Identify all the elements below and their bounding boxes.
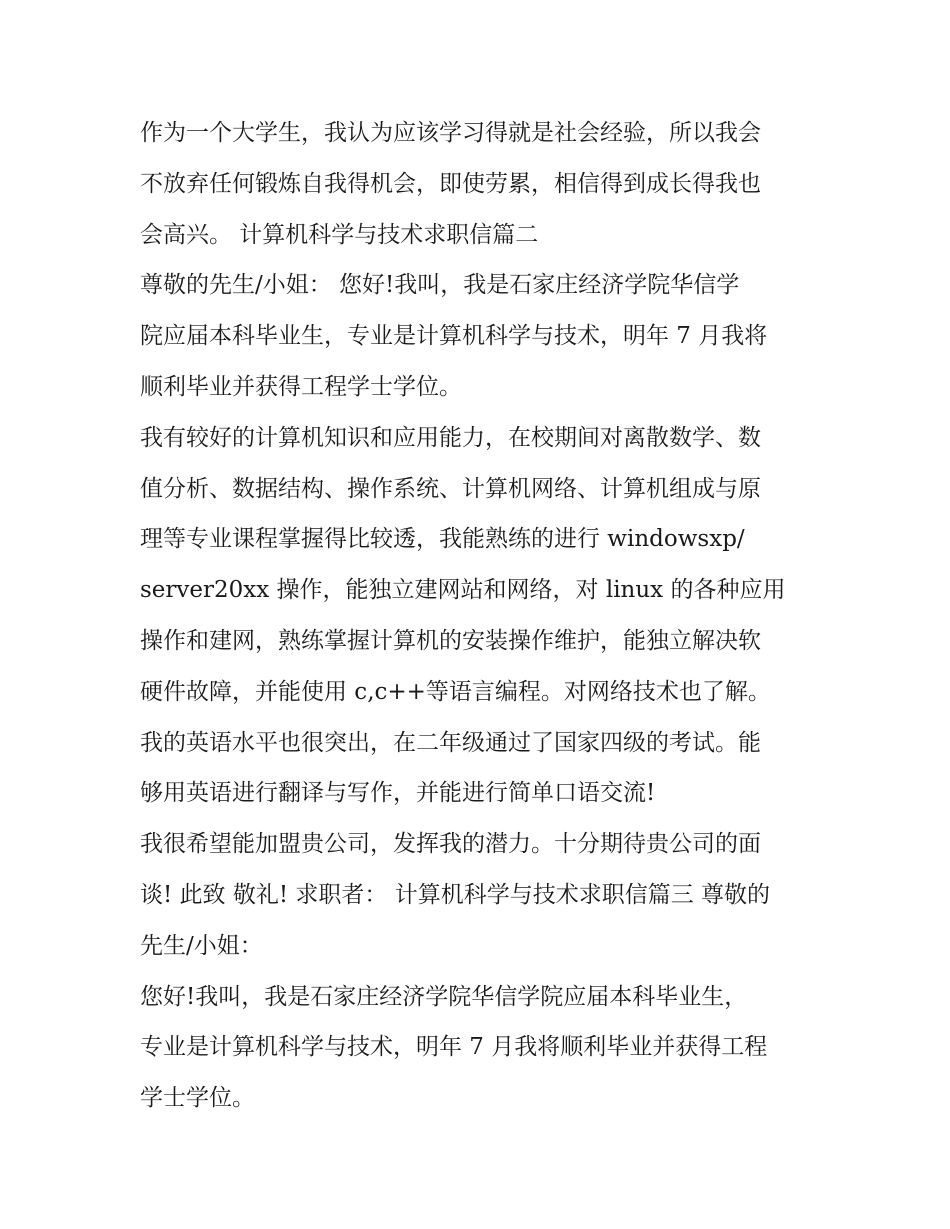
document-body (140, 108, 820, 1124)
text-line: 够用英语进行翻译与写作，并能进行简单口语交流! (140, 780, 656, 807)
text-line: server20xx 操作，能独立建网站和网络，对 linux 的各种应用 (140, 577, 786, 604)
text-line: 我的英语水平也很突出，在二年级通过了国家四级的考试。能 (140, 729, 761, 756)
text-line: 硬件故障，并能使用 c,c++等语言编程。对网络技术也了解。 (140, 678, 771, 705)
text-line: 您好!我叫，我是石家庄经济学院华信学院应届本科毕业生， (140, 983, 748, 1010)
text-line: 我很希望能加盟贵公司，发挥我的潜力。十分期待贵公司的面 (140, 831, 761, 858)
text-line: 顺利毕业并获得工程学士学位。 (140, 373, 462, 400)
text-line: 理等专业课程掌握得比较透，我能熟练的进行 windowsxp/ (140, 526, 745, 553)
text-line: 谈! 此致 敬礼! 求职者： 计算机科学与技术求职信篇三 尊敬的 (140, 881, 771, 908)
text-line: 学士学位。 (140, 1085, 255, 1112)
text-line: 先生/小姐： (140, 932, 263, 959)
text-line: 会高兴。 计算机科学与技术求职信篇二 (140, 221, 539, 248)
text-line: 院应届本科毕业生，专业是计算机科学与技术，明年 7 月我将 (140, 323, 768, 350)
text-line: 值分析、数据结构、操作系统、计算机网络、计算机组成与原 (140, 475, 761, 502)
text-line: 尊敬的先生/小姐： 您好!我叫，我是石家庄经济学院华信学 (140, 272, 740, 299)
text-line: 不放弃任何锻炼自我得机会，即使劳累，相信得到成长得我也 (140, 170, 761, 197)
text-line: 作为一个大学生，我认为应该学习得就是社会经验，所以我会 (140, 120, 761, 146)
text-line: 操作和建网，熟练掌握计算机的安装操作维护，能独立解决软 (140, 627, 761, 654)
text-line: 专业是计算机科学与技术，明年 7 月我将顺利毕业并获得工程 (140, 1034, 768, 1061)
text-line: 我有较好的计算机知识和应用能力，在校期间对离散数学、数 (140, 424, 761, 451)
